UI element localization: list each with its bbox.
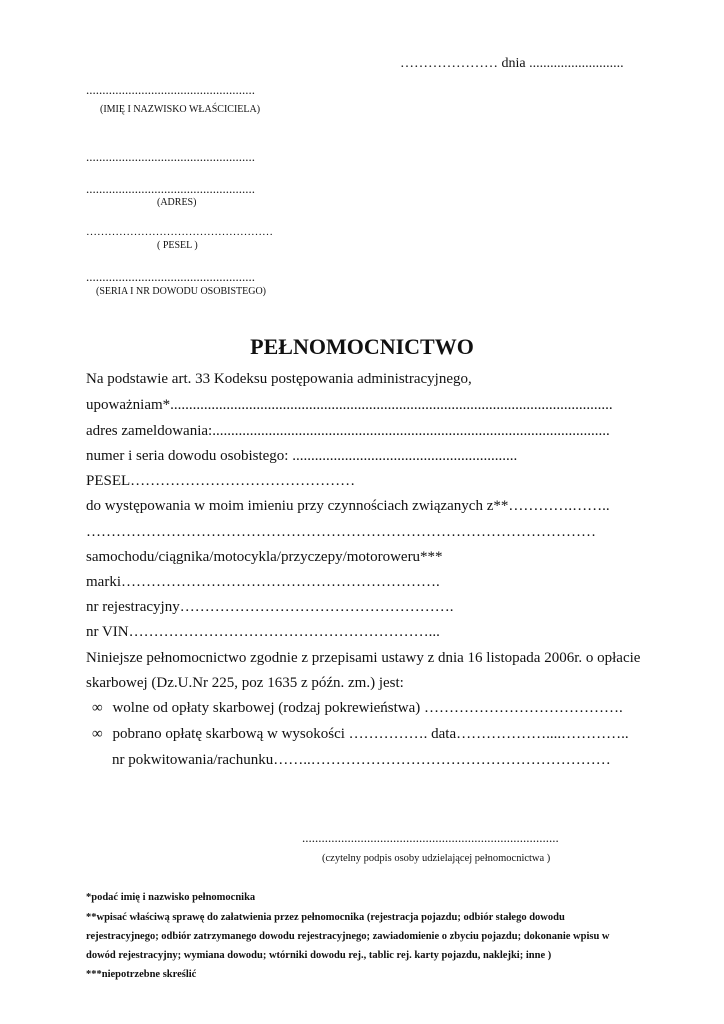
body-line-matter-cont: ………………………………………………………………………………………… <box>86 524 596 540</box>
pesel-caption: ( PESEL ) <box>157 240 198 251</box>
owner-name-line: .................................................... <box>86 82 255 97</box>
option-paid <box>92 726 629 743</box>
id-line: .................................................... <box>86 269 255 284</box>
footnote-1: *podać imię i nazwisko pełnomocnika <box>86 892 256 903</box>
body-line-fee-2: skarbowej (Dz.U.Nr 225, poz 1635 z późn. zm.) jest: <box>86 675 404 691</box>
body-line-intro: Na podstawie art. 33 Kodeksu postępowania administracyjnego, <box>86 371 472 387</box>
body-line-fee-1: Niniejsze pełnomocnictwo zgodnie z przepisami ustawy z dnia 16 listopada 2006r. o opłacie <box>86 650 641 666</box>
body-line-authorize: upoważniam*...................................................................................................................... <box>86 397 613 413</box>
body-line-vehicle-type: samochodu/ciągnika/motocykla/przyczepy/motoroweru*** <box>86 549 443 565</box>
address-caption: (ADRES) <box>157 197 197 208</box>
body-line-registration: nr rejestracyjny………………………………………………. <box>86 599 454 615</box>
date-line: ………………… dnia ........................... <box>400 56 624 71</box>
receipt-line: nr pokwitowania/rachunku……..…………………………………………………… <box>112 752 611 768</box>
address-line-2: .................................................... <box>86 181 255 196</box>
body-line-address: adres zameldowania:.......................................................................................................... <box>86 423 610 439</box>
pesel-line: …………………………………………… <box>86 226 273 238</box>
signature-caption: (czytelny podpis osoby udzielającej pełnomocnictwa ) <box>322 853 551 864</box>
body-line-vin: nr VIN……………………………………………………... <box>86 624 440 640</box>
option-paid-text: pobrano opłatę skarbową w wysokości ……………. data………………....………….. <box>112 726 629 742</box>
option-exempt-text: wolne od opłaty skarbowej (rodzaj pokrewieństwa) …………………………………. <box>112 700 623 716</box>
address-line-1: .................................................... <box>86 149 255 164</box>
owner-name-caption: (IMIĘ I NAZWISKO WŁAŚCICIELA) <box>100 104 261 115</box>
option-exempt <box>92 700 623 717</box>
footnote-2: **wpisać właściwą sprawę do załatwienia przez pełnomocnika (rejestracja pojazdu; odbiór stałego dowodu <box>86 912 565 923</box>
document-title: PEŁNOMOCNICTWO <box>250 334 474 359</box>
infinity-bullet-icon: ∞ <box>92 700 103 716</box>
body-line-matter: do występowania w moim imieniu przy czynnościach związanych z**………….…….. <box>86 498 610 514</box>
footnote-3: ***niepotrzebne skreślić <box>86 969 197 980</box>
signature-line: ............................................................................... <box>302 830 559 845</box>
body-line-id-number: numer i seria dowodu osobistego: ............................................................ <box>86 448 518 464</box>
footnote-2-cont-1: rejestracyjnego; odbiór zatrzymanego dowodu rejestracyjnego; zawiadomienie o zbyciu pojazdu; dokonanie wpisu w <box>86 931 610 942</box>
infinity-bullet-icon: ∞ <box>92 726 103 742</box>
body-line-pesel: PESEL……………………………………… <box>86 473 356 489</box>
footnote-2-cont-2: dowód rejestracyjny; wymiana dowodu; wtórniki dowodu rej., tablic rej. karty pojazdu, naklejki; inne ) <box>86 950 552 961</box>
body-line-make: marki………………………………………………………. <box>86 574 440 590</box>
id-caption: (SERIA I NR DOWODU OSOBISTEGO) <box>96 286 266 297</box>
